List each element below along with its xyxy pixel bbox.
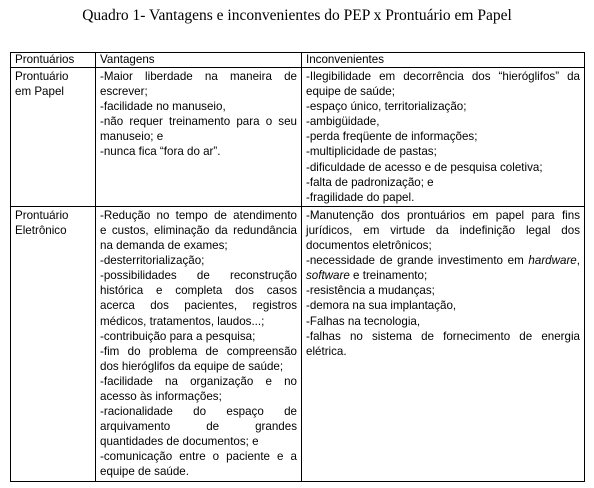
cell-line: -fragilidade do papel. [306, 190, 415, 204]
cell-line: -não requer treinamento para o seu [100, 115, 297, 129]
cell-line: histórica e completa dos casos [100, 284, 297, 298]
cell-line: acesso às informações; [100, 389, 222, 403]
comparison-table [10, 52, 585, 482]
cell-line: na demanda de exames; [100, 239, 228, 253]
cell-line: -necessidade de grande investimento em hardware, [306, 254, 580, 268]
cell-line: equipe de saúde; [306, 85, 395, 99]
cell-line: -possibilidades de reconstrução [100, 269, 297, 283]
cell-line: -nunca fica “fora do ar”. [100, 145, 221, 159]
cell-line: -resistência a mudanças; [306, 284, 435, 298]
cell-line: escrever; [100, 85, 148, 99]
table-row [11, 68, 585, 207]
cell-line: -fim do problema de compreensão [100, 344, 297, 358]
cell-line: arquivamento de grandes [100, 420, 297, 434]
cell-line: documentos eletrônicos; [306, 239, 432, 253]
inconvenientes-cell [302, 68, 585, 207]
cell-line: quantidades de documentos; e [100, 435, 259, 449]
cell-line: -Maior liberdade na maneira de [100, 70, 297, 83]
cell-line: jurídicos, em virtude da indefinição legal dos [306, 223, 580, 237]
cell-line: -comunicação entre o paciente e a [100, 450, 297, 464]
cell-line: equipe de saúde. [100, 465, 189, 479]
row-label-eletronico [11, 206, 96, 481]
row-label-line: Prontuário [15, 208, 69, 222]
cell-line: -Redução no tempo de atendimento [100, 208, 297, 222]
cell-line: dos hieróglifos da equipe de saúde; [100, 359, 284, 373]
cell-line: -perda freqüente de informações; [306, 130, 478, 144]
cell-line: -espaço único, territorialização; [306, 100, 467, 114]
vantagens-cell [96, 68, 302, 207]
cell-line: -ambigüidade, [306, 115, 380, 129]
header-prontuarios: Prontuários [11, 53, 96, 68]
cell-line: acerca dos pacientes, registros [100, 299, 297, 313]
cell-line: -facilidade no manuseio, [100, 100, 226, 114]
row-label-line: Eletrônico [15, 223, 67, 237]
header-inconvenientes: Inconvenientes [302, 53, 585, 68]
inconvenientes-cell [302, 206, 585, 481]
cell-line: -contribuição para a pesquisa; [100, 329, 256, 343]
header-vantagens: Vantagens [96, 53, 302, 68]
cell-line: -facilidade na organização e no [100, 374, 297, 388]
cell-line: manuseio; e [100, 130, 164, 144]
cell-line: -falhas no sistema de fornecimento de energia [306, 329, 580, 343]
header-row [11, 53, 585, 68]
cell-line: e custos, eliminação da redundância [100, 223, 297, 237]
cell-line: elétrica. [306, 344, 347, 358]
cell-line: -Manutenção dos prontuários em papel para fins [306, 208, 580, 222]
vantagens-cell [96, 206, 302, 481]
table-caption: Quadro 1- Vantagens e inconvenientes do PEP x Prontuário em Papel [82, 7, 512, 24]
row-label-line: Prontuário [15, 70, 69, 83]
row-label-line: em Papel [15, 85, 64, 99]
cell-line: médicos, tratamentos, laudos...; [100, 314, 265, 328]
cell-line: -falta de padronização; e [306, 175, 434, 189]
cell-line: software e treinamento; [306, 269, 428, 283]
cell-line: -Falhas na tecnologia, [306, 314, 421, 328]
cell-line: -demora na sua implantação, [306, 299, 457, 313]
cell-line: -racionalidade do espaço de [100, 405, 297, 419]
cell-line: -multiplicidade de pastas; [306, 145, 437, 159]
cell-line: -desterritorialização; [100, 254, 205, 268]
row-label-papel [11, 68, 96, 207]
cell-line: -dificuldade de acesso e de pesquisa coletiva; [306, 160, 543, 174]
table-row [11, 206, 585, 481]
cell-line: -Ilegibilidade em decorrência dos “hieróglifos” da [306, 70, 580, 83]
